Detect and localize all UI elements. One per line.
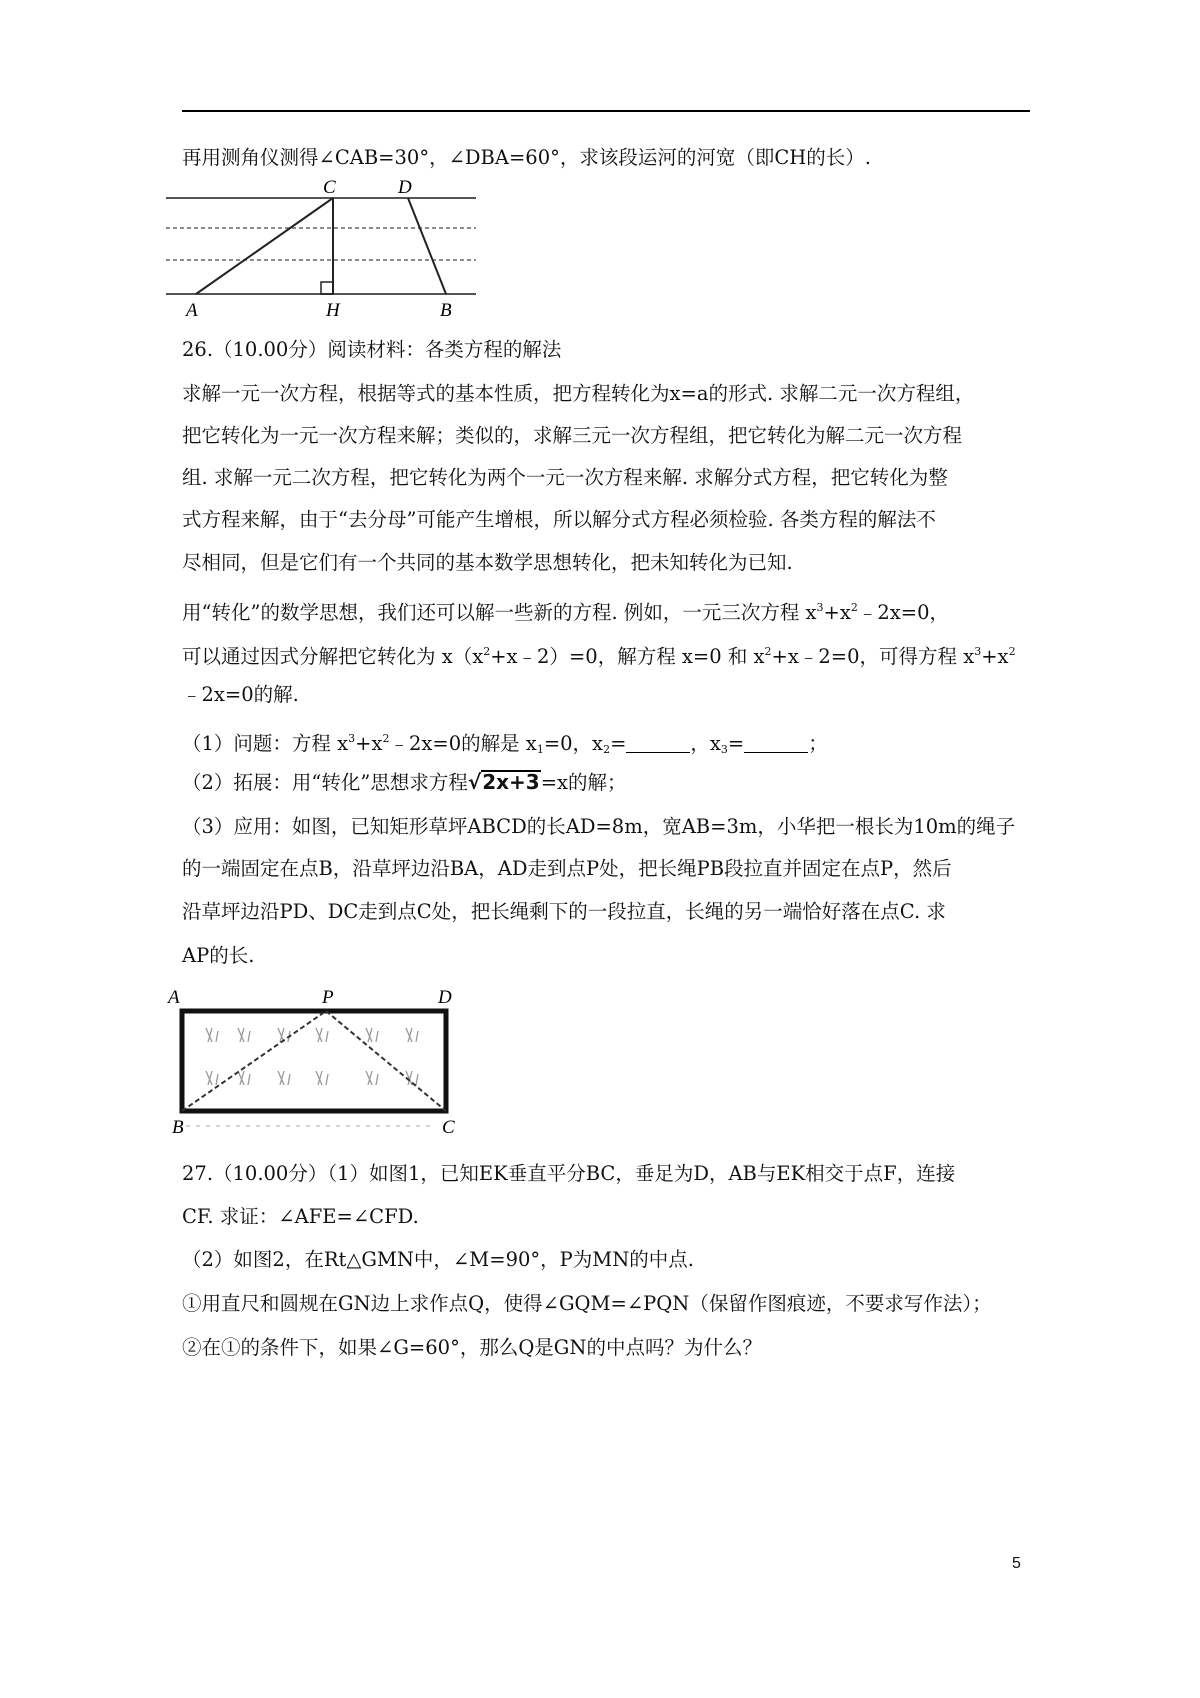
grass-pattern <box>206 1028 418 1085</box>
problem-27-line-1: 27.（10.00分）（1）如图1，已知EK垂直平分BC，垂足为D，AB与EK相交于点F，连接 <box>182 1162 956 1185</box>
para-8: ﹣2x=0的解. <box>182 683 299 706</box>
label-H: H <box>326 300 340 321</box>
label-A2: A <box>168 987 180 1008</box>
answer-blank-x2[interactable] <box>626 734 690 753</box>
question-3-line-4: AP的长. <box>182 944 255 967</box>
label-C2: C <box>442 1117 455 1138</box>
para-7: 可以通过因式分解把它转化为 $x(x^2+x﹣2)=0$，解方程 x=0 和 $x^2+x﹣2=0$，可得方程 $x^3+x^2$ <box>182 645 1016 668</box>
para-3: 组. 求解一元二次方程，把它转化为两个一元一次方程来解. 求解分式方程，把它转化为整 <box>182 466 948 489</box>
para-2: 把它转化为一元一次方程来解；类似的，求解三元一次方程组，把它转化为解二元一次方程 <box>182 424 963 447</box>
question-3-line-3: 沿草坪边沿PD、DC走到点C处，把长绳剩下的一段拉直，长绳的另一端恰好落在点C. 求 <box>182 900 946 923</box>
problem-25-continuation: 再用测角仪测得∠CAB=30°，∠DBA=60°，求该段运河的河宽（即CH的长）. <box>182 146 871 169</box>
page-number: 5 <box>1012 1555 1021 1572</box>
lawn-figure <box>166 983 466 1138</box>
problem-27-line-4: ①用直尺和圆规在GN边上求作点Q，使得∠GQM=∠PQN（保留作图痕迹，不要求写作法）； <box>182 1292 992 1315</box>
problem-27-line-5: ②在①的条件下，如果∠G=60°，那么Q是GN的中点吗？为什么？ <box>182 1336 762 1359</box>
question-2: （2）拓展：用“转化”思想求方程√2x+3=x的解； <box>182 770 627 794</box>
para-4: 式方程来解，由于“去分母”可能产生增根，所以解分式方程必须检验. 各类方程的解法不 <box>182 508 936 531</box>
problem-27-line-3: （2）如图2，在Rt△GMN中，∠M=90°，P为MN的中点. <box>182 1248 694 1271</box>
label-A: A <box>186 300 198 321</box>
para-1: 求解一元一次方程，根据等式的基本性质，把方程转化为x=a的形式. 求解二元一次方程组， <box>182 382 975 405</box>
label-B: B <box>440 300 452 321</box>
para-6: 用“转化”的数学思想，我们还可以解一些新的方程. 例如，一元三次方程 $x^3+x^2﹣2x=0$， <box>182 601 950 624</box>
question-3-line-2: 的一端固定在点B，沿草坪边沿BA，AD走到点P处，把长绳PB段拉直并固定在点P，然后 <box>182 857 952 880</box>
sqrt-expression: √2x+3 <box>467 770 540 794</box>
problem-26-title: 26.（10.00分）阅读材料：各类方程的解法 <box>182 338 562 361</box>
answer-blank-x3[interactable] <box>744 734 808 753</box>
header-rule <box>182 110 1030 112</box>
label-D2: D <box>438 987 452 1008</box>
problem-27-line-2: CF. 求证：∠AFE=∠CFD. <box>182 1205 419 1228</box>
question-1: （1）问题：方程 $x^3+x^2﹣2x=0$的解是 $x_1=0$，$x_2=$ ，$x_3=$ ； <box>182 732 828 756</box>
label-B2: B <box>172 1117 184 1138</box>
river-figure <box>166 176 476 321</box>
label-D: D <box>398 177 412 198</box>
question-3-line-1: （3）应用：如图，已知矩形草坪ABCD的长AD=8m，宽AB=3m，小华把一根长为10m的绳子 <box>182 815 1016 838</box>
label-C: C <box>323 177 336 198</box>
para-5: 尽相同，但是它们有一个共同的基本数学思想转化，把未知转化为已知. <box>182 551 793 574</box>
label-P: P <box>322 987 334 1008</box>
